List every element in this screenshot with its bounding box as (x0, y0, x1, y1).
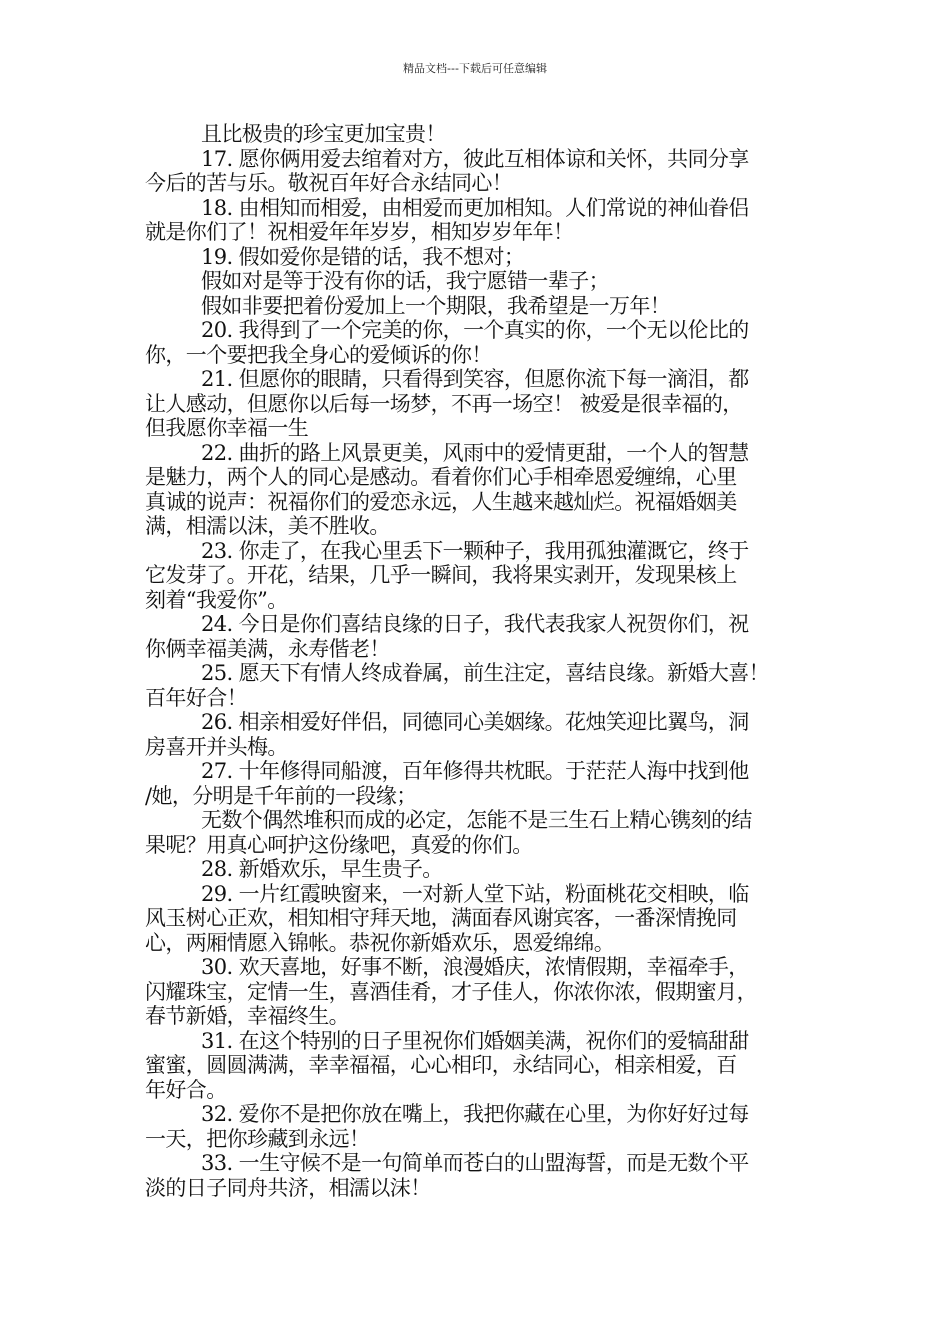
text-line: 23. 你走了，在我心里丢下一颗种子，我用孤独灌溉它，终于 (201, 538, 749, 563)
text-line: 今后的苦与乐。敬祝百年好合永结同心！ (145, 171, 513, 195)
text-line: 刻着“我爱你”。 (145, 587, 288, 612)
text-line: 30. 欢天喜地，好事不断，浪漫婚庆，浓情假期，幸福牵手， (201, 955, 749, 979)
text-line: 20. 我得到了一个完美的你，一个真实的你，一个无以伦比的 (201, 318, 749, 342)
text-line: 25. 愿天下有情人终成眷属，前生注定，喜结良缘。新婚大喜！ (201, 661, 770, 685)
text-line: 21. 但愿你的眼睛，只看得到笑容，但愿你流下每一滴泪，都 (201, 367, 749, 391)
text-line: 31. 在这个特别的日子里祝你们婚姻美满，祝你们的爱犒甜甜 (201, 1028, 749, 1053)
text-line: 果呢？用真心呵护这份缘吧，真爱的你们。 (145, 832, 533, 857)
text-line: 春节新婚，幸福终生。 (145, 1004, 349, 1028)
text-line: 满，相濡以沫，美不胜收。 (145, 514, 390, 538)
text-line: 它发芽了。开花，结果，几乎一瞬间，我将果实剥开，发现果核上 (145, 563, 737, 587)
text-line: 你，一个要把我全身心的爱倾诉的你！ (145, 342, 492, 367)
text-line: 27. 十年修得同船渡，百年修得共枕眠。于茫茫人海中找到他 (201, 759, 749, 783)
text-line: 房喜开并头梅。 (145, 734, 288, 759)
text-line: 但我愿你幸福一生 (145, 416, 309, 440)
document-body (145, 122, 805, 1200)
text-line: 蜜蜜，圆圆满满，幸幸福福，心心相印，永结同心，相亲相爱，百 (145, 1053, 737, 1077)
text-line: 闪耀珠宝，定情一生，喜酒佳肴，才子佳人，你浓你浓，假期蜜月， (145, 979, 757, 1004)
text-line: 真诚的说声：祝福你们的爱恋永远，人生越来越灿烂。祝福婚姻美 (145, 489, 737, 514)
text-line: 假如对是等于没有你的话，我宁愿错一辈子； (201, 269, 609, 293)
text-line: 29. 一片红霞映窗来，一对新人堂下站，粉面桃花交相映，临 (201, 881, 749, 906)
text-line: 淡的日子同舟共济，相濡以沫！ (145, 1175, 431, 1200)
text-line: 就是你们了！祝相爱年年岁岁，相知岁岁年年！ (145, 220, 574, 244)
text-line: 26. 相亲相爱好伴侣，同德同心美姻缘。花烛笑迎比翼鸟，洞 (201, 710, 749, 734)
text-line: 19. 假如爱你是错的话，我不想对； (201, 244, 525, 269)
text-line: 24. 今日是你们喜结良缘的日子，我代表我家人祝贺你们，祝 (201, 612, 749, 636)
text-line: 无数个偶然堆积而成的必定，怎能不是三生石上精心镌刻的结 (201, 808, 752, 832)
page-header: 精品文档---下载后可任意编辑 (403, 62, 547, 75)
text-line: 年好合。 (145, 1077, 227, 1102)
text-line: 17. 愿你俩用爱去绾着对方，彼此互相体谅和关怀，共同分享 (201, 146, 749, 171)
text-line: 32. 爱你不是把你放在嘴上，我把你藏在心里，为你好好过每 (201, 1102, 749, 1126)
text-line: 且比极贵的珍宝更加宝贵！ (201, 122, 446, 146)
text-line: 28. 新婚欢乐，早生贵子。 (201, 857, 443, 881)
text-line: 假如非要把着份爱加上一个期限，我希望是一万年！ (201, 293, 671, 318)
text-line: 一天，把你珍藏到永远！ (145, 1126, 370, 1151)
text-line: 风玉树心正欢，相知相守拜天地，满面春风谢宾客，一番深情挽同 (145, 906, 737, 930)
text-line: 让人感动，但愿你以后每一场梦，不再一场空！ 被爱是很幸福的， (145, 391, 743, 416)
text-line: 百年好合！ (145, 685, 247, 710)
text-line: 18. 由相知而相爱，由相爱而更加相知。人们常说的神仙眷侣 (201, 195, 749, 220)
text-line: 心，两厢情愿入锦帐。恭祝你新婚欢乐，恩爱绵绵。 (145, 930, 615, 955)
text-line: /她，分明是千年前的一段缘； (145, 783, 417, 808)
text-line: 22. 曲折的路上风景更美，风雨中的爱情更甜，一个人的智慧 (201, 440, 749, 465)
text-line: 你俩幸福美满，永寿偕老！ (145, 636, 390, 661)
text-line: 33. 一生守候不是一句简单而苍白的山盟海誓，而是无数个平 (201, 1151, 749, 1175)
text-line: 是魅力，两个人的同心是感动。看着你们心手相牵恩爱缠绵，心里 (145, 465, 737, 489)
